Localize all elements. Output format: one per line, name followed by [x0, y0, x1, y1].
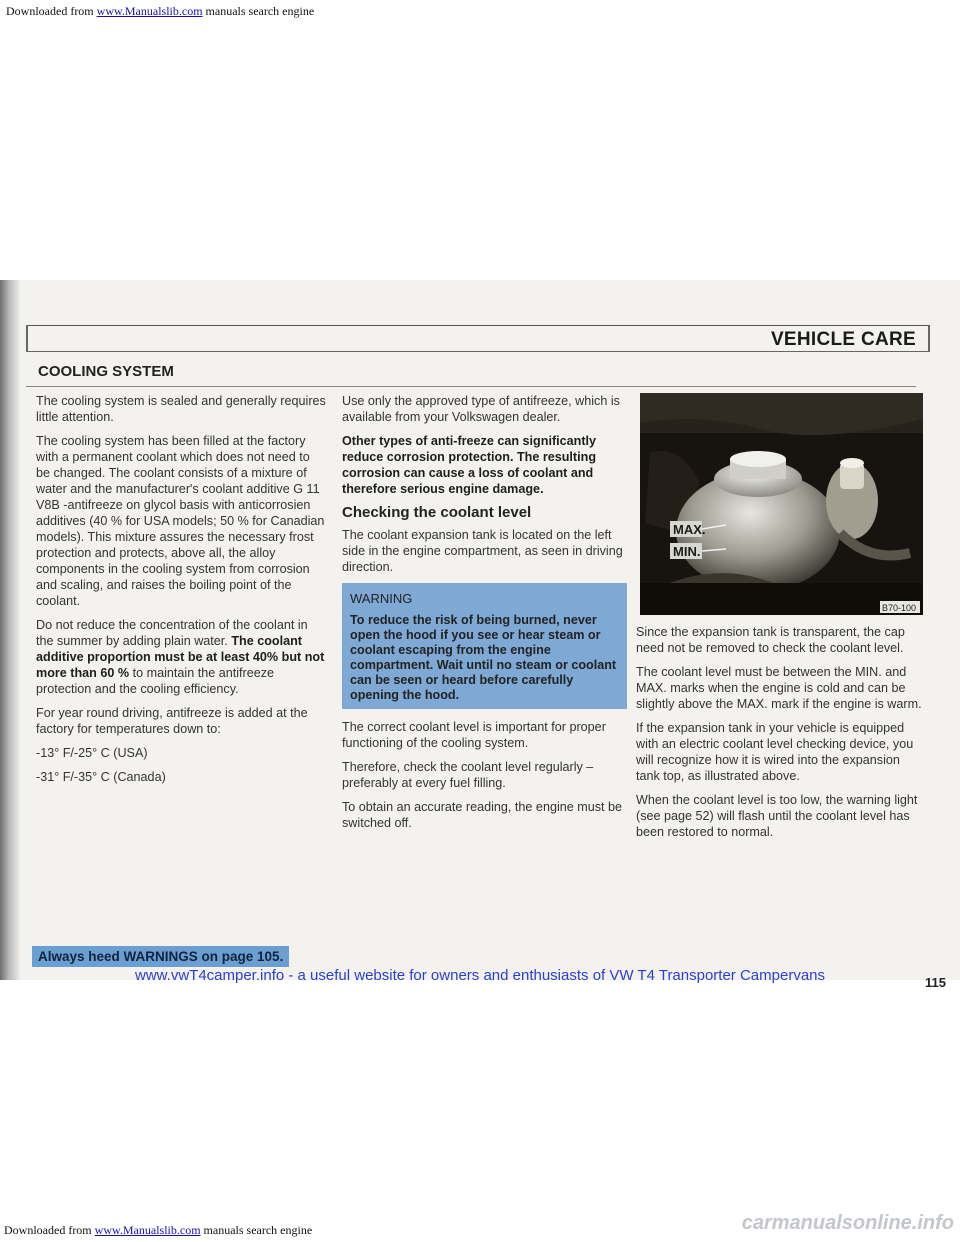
download-prefix: Downloaded from: [6, 4, 94, 18]
paragraph: The cooling system is sealed and generally requires little attention.: [36, 394, 326, 424]
download-banner-top: [6, 4, 314, 19]
warning-title: WARNING: [350, 591, 413, 606]
paragraph: Therefore, check the coolant level regularly – preferably at every fuel filling.: [342, 760, 594, 790]
subheading: Checking the coolant level: [342, 504, 532, 521]
max-mark-label: MAX.: [673, 522, 706, 537]
column-1: [36, 393, 326, 793]
paragraph: For year round driving, antifreeze is added at the factory for temperatures down to:: [36, 706, 308, 736]
paragraph: The correct coolant level is important for proper functioning of the cooling system.: [342, 720, 606, 750]
section-title: COOLING SYSTEM: [38, 363, 174, 380]
paragraph: When the coolant level is too low, the warning light (see page 52) will flash until the coolant level has been restored to normal.: [636, 793, 918, 839]
paragraph: Use only the approved type of antifreeze, which is available from your Volkswagen dealer.: [342, 394, 620, 424]
download-banner-bottom: [4, 1223, 312, 1238]
temperature-usa: -13° F/-25° C (USA): [36, 746, 148, 760]
page-binding-shadow: [0, 280, 20, 980]
min-mark-label: MIN.: [673, 544, 701, 559]
download-suffix: manuals search engine: [203, 1223, 313, 1237]
watermark-logo: carmanualsonline.info: [741, 1212, 954, 1234]
paragraph: [342, 433, 627, 497]
manualslib-link[interactable]: www.Manualslib.com: [94, 1223, 201, 1237]
emphasis-text: Other types of anti-freeze can significantly reduce corrosion protection. The resulting corrosion can cause a loss of coolant and therefore serious engine damage.: [342, 434, 597, 496]
temperature-canada: -31° F/-35° C (Canada): [36, 770, 166, 784]
warning-body: To reduce the risk of being burned, never open the hood if you see or hear steam or coolant escaping from the engine compartment. Wait until no steam or coolant can be seen or heard before carefully opening the hood.: [350, 613, 617, 702]
paragraph: The coolant level must be between the MIN. and MAX. marks when the engine is cold and can be slightly above the MAX. mark if the engine is warm.: [636, 665, 922, 711]
paragraph: Do not reduce the concentration of the coolant in the summer by adding plain water. The coolant additive proportion must be at least 40% but not more than 60 % to maintain the antifreeze protection and the cooling efficiency.: [36, 618, 325, 696]
chapter-title: VEHICLE CARE: [770, 329, 916, 350]
column-3: [636, 624, 922, 848]
warning-box: [342, 583, 627, 709]
footer-website-link[interactable]: www.vwT4camper.info - a useful website for owners and enthusiasts of VW T4 Transporter Campervans: [134, 967, 826, 984]
section-rule: [26, 386, 916, 387]
manualslib-link[interactable]: www.Manualslib.com: [96, 4, 203, 18]
paragraph: To obtain an accurate reading, the engine must be switched off.: [342, 800, 623, 830]
paragraph: If the expansion tank in your vehicle is equipped with an electric coolant level checking device, you will recognize how it is wired into the expansion tank top, as illustrated above.: [636, 721, 914, 783]
engine-photo: [640, 393, 923, 615]
warnings-note: Always heed WARNINGS on page 105.: [32, 946, 289, 967]
download-suffix: manuals search engine: [205, 4, 315, 18]
paragraph: The coolant expansion tank is located on the left side in the engine compartment, as seen in driving direction.: [342, 528, 623, 574]
column-2: [342, 393, 627, 839]
page-number: 115: [925, 975, 946, 990]
emphasis-text: The coolant additive proportion must be at least 40% but not more than 60 %: [36, 634, 325, 680]
download-prefix: Downloaded from: [4, 1223, 92, 1237]
coolant-tank-illustration: [640, 393, 923, 615]
paragraph: Since the expansion tank is transparent, the cap need not be removed to check the coolant level.: [636, 625, 905, 655]
photo-reference: B70-100: [882, 603, 917, 613]
paragraph: The cooling system has been filled at the factory with a permanent coolant which does not need to be changed. The coolant consists of a mixture of water and the manufacturer's coolant additive G 11 V8B -antifreeze on glycol basis with anticorrosien additives (40 % for USA models; 50 % for Canadian models). This mixture assures the necessary frost protection and protects, above all, the alloy components in the cooling system from corrosion and scaling, and raises the boiling point of the coolant.: [36, 434, 325, 608]
